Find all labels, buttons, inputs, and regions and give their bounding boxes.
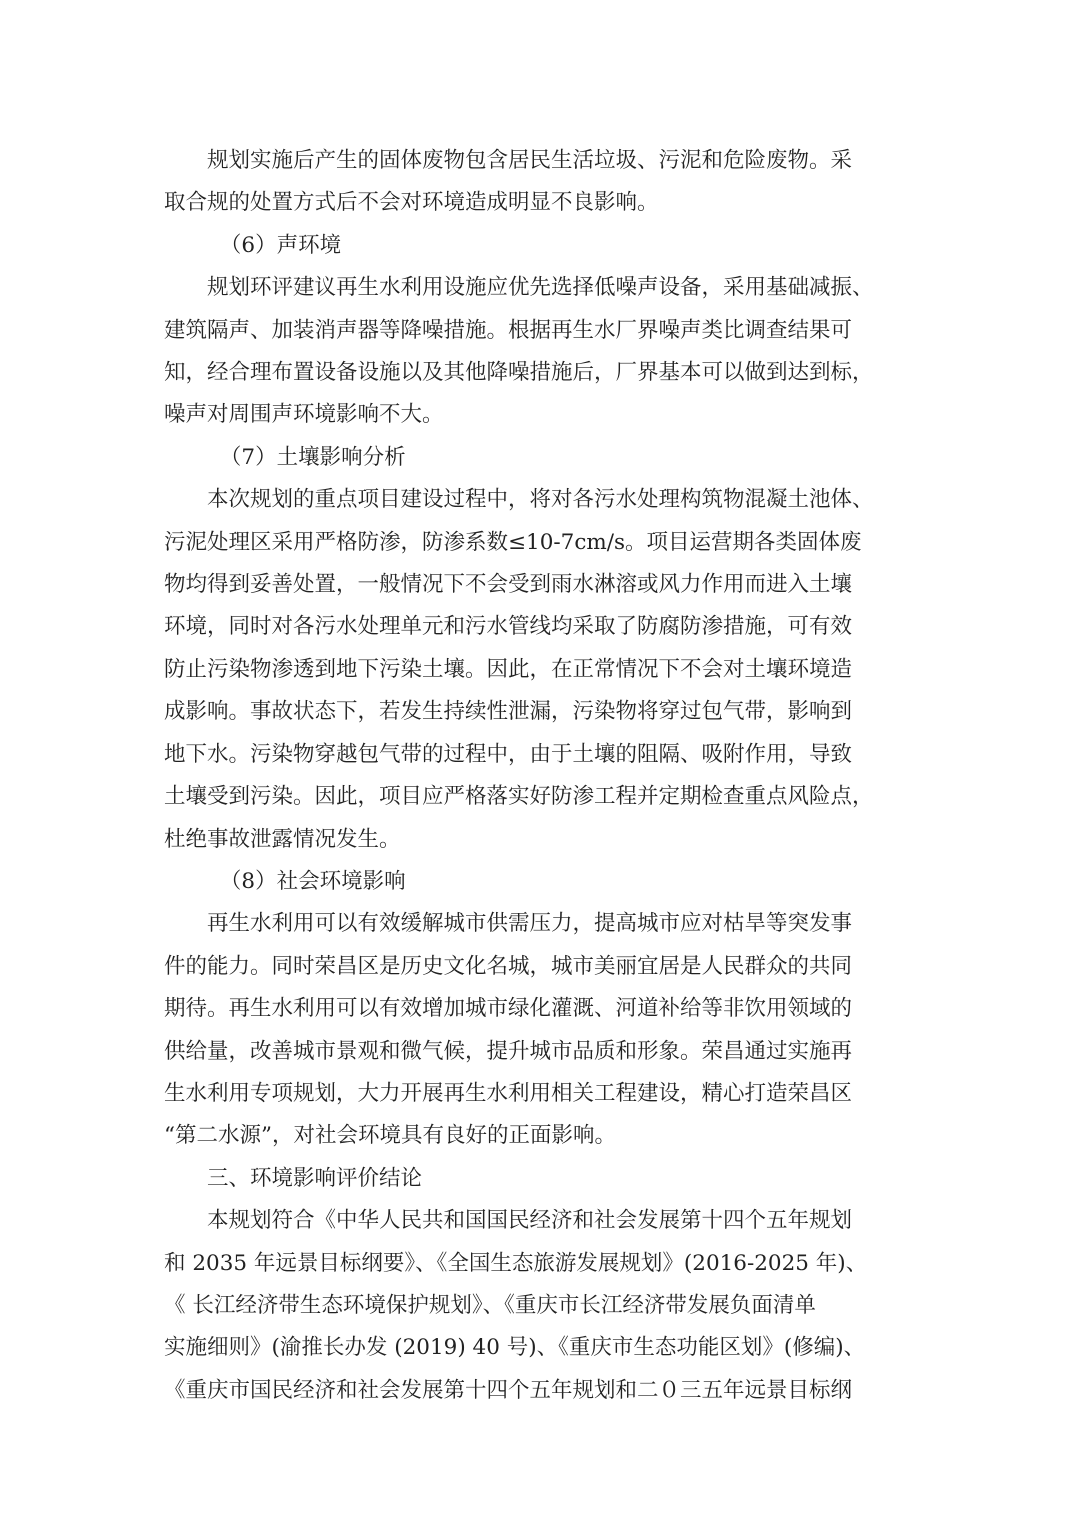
text-line: 杜绝事故泄露情况发生。	[164, 826, 401, 852]
text-line: 生水利用专项规划，大力开展再生水利用相关工程建设，精心打造荣昌区	[164, 1080, 853, 1106]
heading-acoustic-environment: （6）声环境	[219, 232, 342, 258]
text-line: 建筑隔声、加装消声器等降噪措施。根据再生水厂界噪声类比调查结果可	[164, 317, 853, 343]
text-line: 《重庆市国民经济和社会发展第十四个五年规划和二０三五年远景目标纲	[164, 1377, 853, 1403]
heading-social-impact: （8）社会环境影响	[219, 868, 406, 894]
text-line: 本规划符合《中华人民共和国国民经济和社会发展第十四个五年规划	[207, 1208, 853, 1234]
text-line: 件的能力。同时荣昌区是历史文化名城，城市美丽宜居是人民群众的共同	[164, 953, 853, 979]
text-line: 噪声对周围声环境影响不大。	[164, 402, 444, 428]
heading-soil-impact: （7）土壤影响分析	[219, 444, 406, 470]
text-line: “第二水源”，对社会环境具有良好的正面影响。	[164, 1123, 616, 1149]
paragraph-solid-waste	[164, 140, 924, 225]
document-body	[164, 140, 924, 1412]
paragraph-social	[164, 903, 924, 1157]
heading-assessment-conclusion: 三、环境影响评价结论	[207, 1165, 423, 1191]
paragraph-soil	[164, 479, 924, 861]
text-line: 本次规划的重点项目建设过程中，将对各污水处理构筑物混凝土池体、	[207, 487, 874, 513]
text-line: 供给量，改善城市景观和微气候，提升城市品质和形象。荣昌通过实施再	[164, 1038, 853, 1064]
text-line: 和 2035 年远景目标纲要》、《全国生态旅游发展规划》(2016-2025 年)、	[164, 1250, 868, 1276]
text-line: 知，经合理布置设备设施以及其他降噪措施后，厂界基本可以做到达到标，	[164, 360, 874, 386]
text-line: 土壤受到污染。因此，项目应严格落实好防渗工程并定期检查重点风险点，	[164, 784, 874, 810]
text-line: 地下水。污染物穿越包气带的过程中，由于土壤的阻隔、吸附作用，导致	[164, 741, 853, 767]
text-line: 期待。再生水利用可以有效增加城市绿化灌溉、河道补给等非饮用领域的	[164, 996, 853, 1022]
text-line: 规划实施后产生的固体废物包含居民生活垃圾、污泥和危险废物。采	[207, 148, 853, 173]
text-line: 物均得到妥善处置，一般情况下不会受到雨水淋溶或风力作用而进入土壤	[164, 572, 853, 598]
text-line: 规划环评建议再生水利用设施应优先选择低噪声设备，采用基础减振、	[207, 275, 874, 301]
paragraph-conclusion	[164, 1200, 924, 1412]
text-line: 污泥处理区采用严格防渗，防渗系数≤10-7cm/s。项目运营期各类固体废	[164, 529, 862, 555]
text-line: 防止污染物渗透到地下污染土壤。因此，在正常情况下不会对土壤环境造	[164, 656, 853, 682]
text-line: 实施细则》(渝推长办发 (2019) 40 号)、《重庆市生态功能区划》(修编)、	[164, 1335, 866, 1361]
text-line: 取合规的处置方式后不会对环境造成明显不良影响。	[164, 190, 659, 216]
text-line: 环境，同时对各污水处理单元和污水管线均采取了防腐防渗措施，可有效	[164, 614, 853, 640]
text-line: 再生水利用可以有效缓解城市供需压力，提高城市应对枯旱等突发事	[207, 911, 853, 937]
paragraph-acoustic	[164, 267, 924, 437]
text-line: 《 长江经济带生态环境保护规划》、《重庆市长江经济带发展负面清单	[164, 1292, 816, 1318]
text-line: 成影响。事故状态下，若发生持续性泄漏，污染物将穿过包气带，影响到	[164, 699, 853, 725]
